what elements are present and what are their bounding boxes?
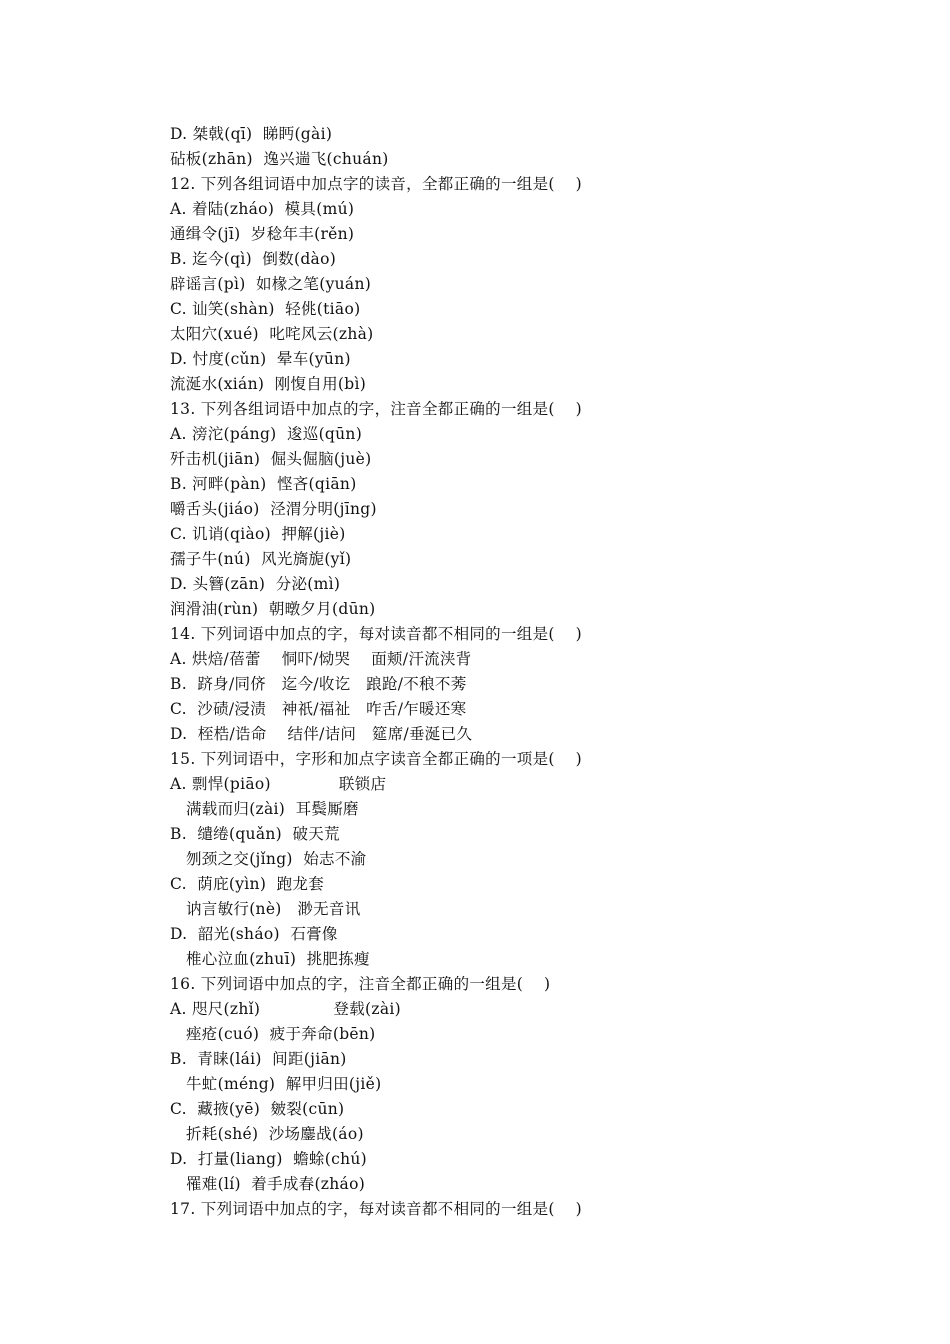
- line-14: 歼击机(jiān) 倔头倔脑(juè): [170, 450, 372, 468]
- line-39: 牛虻(méng) 解甲归田(jiě): [186, 1075, 382, 1093]
- line-24: C. 沙碛/浸渍 神祇/福祉 咋舌/乍暖还寒: [170, 700, 467, 718]
- line-37: 痤疮(cuó) 疲于奔命(bēn): [186, 1025, 376, 1043]
- line-1: D. 桀戟(qī) 睇眄(gài): [170, 125, 333, 143]
- question-12: 12. 下列各组词语中加点字的读音，全都正确的一组是( ): [170, 175, 582, 193]
- line-23: B. 跻身/同侪 迄今/收讫 踉跄/不稂不莠: [170, 675, 467, 693]
- question-14: 14. 下列词语中加点的字，每对读音都不相同的一组是( ): [170, 625, 582, 643]
- line-11: 流涎水(xián) 刚愎自用(bì): [170, 375, 367, 393]
- line-29: B. 缱绻(quǎn) 破天荒: [170, 825, 340, 843]
- line-18: 孺子牛(nú) 风光旖旎(yǐ): [170, 550, 352, 568]
- line-7: 辟谣言(pì) 如椽之笔(yuán): [170, 275, 372, 293]
- line-32: 讷言敏行(nè) 渺无音讯: [186, 900, 361, 918]
- line-36: A. 咫尺(zhǐ) 登载(zài): [170, 1000, 401, 1018]
- question-16: 16. 下列词语中加点的字，注音全都正确的一组是( ): [170, 975, 551, 993]
- line-9: 太阳穴(xué) 叱咤风云(zhà): [170, 325, 374, 343]
- question-15: 15. 下列词语中，字形和加点字读音全都正确的一项是( ): [170, 750, 582, 768]
- line-40: C. 藏掖(yē) 皴裂(cūn): [170, 1100, 345, 1118]
- line-27: A. 剽悍(piāo) 联锁店: [170, 775, 387, 793]
- line-10: D. 忖度(cǔn) 晕车(yūn): [170, 350, 351, 368]
- line-31: C. 荫庇(yìn) 跑龙套: [170, 875, 325, 893]
- line-2: 砧板(zhān) 逸兴遄飞(chuán): [170, 150, 389, 168]
- line-28: 满载而归(zài) 耳鬓厮磨: [186, 800, 359, 818]
- line-5: 通缉令(jī) 岁稔年丰(rěn): [170, 225, 355, 243]
- question-13: 13. 下列各组词语中加点的字，注音全都正确的一组是( ): [170, 400, 582, 418]
- line-42: D. 打量(liang) 蟾蜍(chú): [170, 1150, 368, 1168]
- line-8: C. 讪笑(shàn) 轻佻(tiāo): [170, 300, 361, 318]
- line-15: B. 河畔(pàn) 悭吝(qiān): [170, 475, 357, 493]
- line-20: 润滑油(rùn) 朝暾夕月(dūn): [170, 600, 376, 618]
- line-25: D. 桎梏/诰命 结伴/诘问 筵席/垂涎已久: [170, 725, 473, 743]
- line-41: 折耗(shé) 沙场鏖战(áo): [186, 1125, 364, 1143]
- line-19: D. 头簪(zān) 分泌(mì): [170, 575, 341, 593]
- line-4: A. 着陆(zháo) 模具(mú): [170, 200, 355, 218]
- line-22: A. 烘焙/蓓蕾 恫吓/恸哭 面颊/汗流浃背: [170, 650, 472, 668]
- line-17: C. 讥诮(qiào) 押解(jiè): [170, 525, 346, 543]
- line-34: 椎心泣血(zhuī) 挑肥拣瘦: [186, 950, 370, 968]
- question-17: 17. 下列词语中加点的字，每对读音都不相同的一组是( ): [170, 1200, 582, 1218]
- line-33: D. 韶光(sháo) 石膏像: [170, 925, 338, 943]
- line-43: 罹难(lí) 着手成春(zháo): [186, 1175, 366, 1193]
- line-6: B. 迄今(qì) 倒数(dào): [170, 250, 337, 268]
- line-13: A. 滂沱(páng) 逡巡(qūn): [170, 425, 363, 443]
- line-30: 刎颈之交(jǐng) 始志不渝: [186, 850, 367, 868]
- line-38: B. 青睐(lái) 间距(jiān): [170, 1050, 347, 1068]
- line-16: 嚼舌头(jiáo) 泾渭分明(jīng): [170, 500, 377, 518]
